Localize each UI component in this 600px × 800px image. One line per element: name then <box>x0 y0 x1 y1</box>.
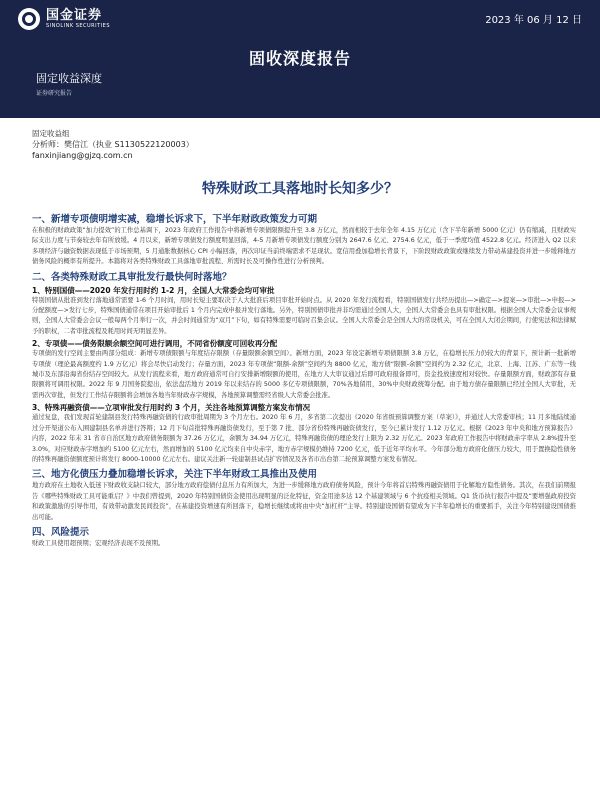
report-header <box>0 0 600 118</box>
report-type: 固收深度报告 <box>248 49 351 68</box>
section-heading: 四、风险提示 <box>32 526 90 538</box>
subsection-paragraph: 专项债的发行空间主要由两部分组成：新增专项债限额与年度结存限额（存量限额余额空间）。新增方面，2023 年设定新增专项债限额 3.8 万亿，在稳增长压力仍较大的背景下，预计新一批新增专项债（理论最高额度约 1.9 万亿元）将会尽快启动发行；存量方面，2023 年专项债“限额-余额”空间约为 8800 亿元，地方债“限额-余额”空间约为 2.32 亿元，北京、上海、江苏、广东等一线城市及东部沿海省份结存空间较大。从发行流程来看，地方政府通常可自行安排新增限额的使用，在地方人大审议通过后即可政府报备即可，资金投放速度相对较快。存量限额方面，财政部有存量限额将可调用权限。2022 年 9 月国务院提出，依法盘活地方 2019 年以来结存的 5000 多亿专项债限额，70%各地留用，30%中央财政统筹分配。由于地方债存量限额已经过全国人大审批，无需再次审批，但发行工作结存限额将会增加各地当年财政赤字规模，各地预算调整需经省级人大常委会批准。 <box>32 350 576 399</box>
section-heading: 二、各类特殊财政工具审批发行最快何时落地？ <box>32 271 232 283</box>
subsection-paragraph: 通过复盘，我们发现首轮建制县发行特殊再融资债的行政审批周期为 3 个月左右。2020 年 6 月，多省第二次提出《2020 年省级预算调整方案（草案）》，并通过人大常委审核；11 月多地陆续通过分开渠道公布入围建制县名单并进行答辩；12 月下旬首批特殊再融资债发行，至于第 7 批、部分省份特殊再融资债发行，至今已累计发行 1.12 万亿元。根据《2023 年中央和地方预算报告》内容，2022 年末 31 省市自治区地方政府债务限额为 37.26 万亿元，余额为 34.94 万亿元，特殊再融资债的理论发行上限为 2.32 万亿元。2023 年政府工作报告中将财政赤字率从 2.8%提升至 3.0%，对应财政赤字增加约 5100 亿元左右，然而增加的 5100 亿元均来自中央赤字，地方赤字规模仍维持 7200 亿元，低于近年平均水平。今年部分地方政府化债压力较大，用于置换隐性债务的特殊再融资债额度预计将发行 8000-10000 亿元左右。建议关注新一轮建制县试点扩容情况及各省市出台第二轮预算调整方案发布情况。 <box>32 414 576 463</box>
sinolink-logo-icon <box>18 8 40 30</box>
subsection-heading: 2、专项债——债务限额余额空间可进行调用，不同省份额度可回收再分配 <box>32 339 278 349</box>
subsection-paragraph: 特别国债从批准到发行落地通常需要 1-6 个月时间，用时长短主要取决于人大批准后项目审批开始时点。从 2020 年发行流程看，特别国债发行共经历提出—>确定—>提案—>审批—>申报—>分配额度—>发行七步，特殊国债通常在项目开始审批后 1 个月内完成申报并发行落地。另外，特别国债审批并非均需通过全国人大，全国人大常委会也具有审批权限。根据全国人大常委会议事规则，全国人大常委会会议一般每两个月举行一次，并会时间通常为“双月”下旬，如有特殊需要可临时召集会议。全国人大常委会是全国人大的常设机关，可在全国人大闭会期间，行使宪法和法律赋予的职权，二者审批流程及耗用时间无明显差异。 <box>32 296 576 335</box>
research-group: 固定收益组 <box>32 129 70 138</box>
analyst-name: 分析师：樊信江（执业 S1130522120003） <box>32 140 194 149</box>
logo-name: 国金证券 <box>46 8 103 23</box>
analyst-info <box>32 128 194 161</box>
report-body <box>32 210 576 549</box>
company-logo <box>18 8 110 30</box>
section-heading: 三、地方化债压力叠加稳增长诉求，关注下半年财政工具推出及使用 <box>32 469 318 481</box>
report-title: 特殊财政工具落地时长知多少？ <box>202 181 398 197</box>
analyst-email: fanxinjiang@gjzq.com.cn <box>32 151 133 160</box>
section-paragraph: 地方政府在土地收入低迷下财政收支缺口较大，部分地方政府偿债付息压力有所加大，为进一步缓释地方政府债务风险，预计今年将首启特殊再融资债用于化解地方隐性债务。其次，在我们前期报告《哪些特殊财政工具可能重启？》中我们曾提到，2020 年特别国债资金使用出现明显的泛化特征，资金用途多达 12 个基建领域与 6 个抗疫相关领域。Q1 货币执行报告中提及“要增强政府投资和政策激励的引导作用，有效带动激发民间投资”，在基建投资增速有所回落下，稳增长继续或将由中央“加杠杆”主导。特别建设国债有望成为下半年稳增长的重要抓手，关注今年特别建设国债推出可能。 <box>32 482 576 521</box>
subsection-heading: 3、特殊再融资债——立项审批发行用时约 3 个月，关注各地预算调整方案发布情况 <box>32 403 311 413</box>
report-category: 固定收益深度 <box>36 72 102 85</box>
subsection-heading: 1、特别国债——2020 年发行用时约 1-2 月，全国人大常委会均可审批 <box>32 285 275 295</box>
section-paragraph: 财政工具使用超预期；宏观经济表现不及预期。 <box>32 539 165 547</box>
section-paragraph: 在积极的财政政策“加力提效”的工作总基调下，2023 年政府工作报告中将新增专项债限额提升至 3.8 万亿元，然而相较于去年全年 4.15 万亿元（含下半年新增 5000 亿元）仍有缩减，且财政实际支出力度与节奏较去年有所放缓。4 月以来，新增专项债发行额度明显回落，4-5 月新增专项债发行额度分别为 2647.6 亿元、2754.6 亿元，低于一季度均值 4522.8 亿元。经济进入 Q2 以来多项经济与融资数据表现低于市场预期，5 月通胀数据核心 CPI 小幅回落，再次印证当前终端需求不足现状。宽信用叠加稳增长背景下，下阶段财政政策或继续发力带动基建投资并进一步缓释地方债务风险的概率有所提升。本篇将对各类特殊财政工具落地审批流程、所需时长及可操作性进行分析预判。 <box>32 227 576 266</box>
report-date: 2023 年 06 月 12 日 <box>485 15 582 26</box>
section-heading: 一、新增专项债明增实减，稳增长诉求下，下半年财政政策发力可期 <box>32 214 318 225</box>
logo-english-name: SINOLINK SECURITIES <box>46 23 110 29</box>
report-subcategory: 证券研究报告 <box>36 90 73 97</box>
